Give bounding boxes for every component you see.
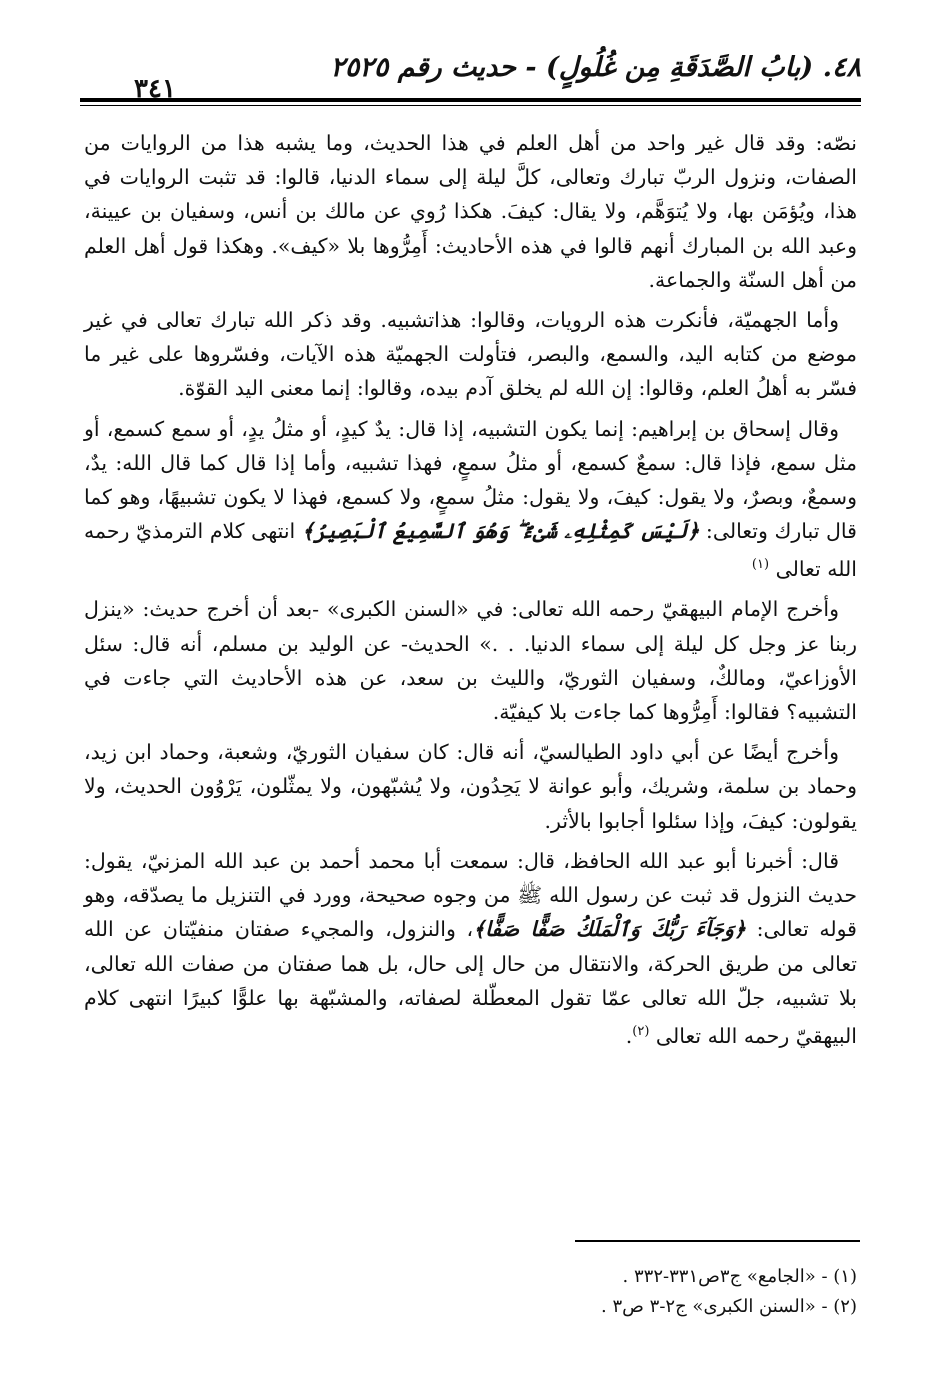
header-rule [80,105,230,106]
quran-verse: ﴿وَجَآءَ رَبُّكَ وَٱلْمَلَكُ صَفًّا صَفًّا﴾ [473,917,746,942]
paragraph [84,412,857,587]
footnotes [84,1262,857,1322]
running-title: ٤٨. (بابُ الصَّدَقَةِ مِن غُلُولٍ) - حديث رقم ٢٥٢٥ [330,52,861,83]
paragraph: وأما الجهميّة، فأنكرت هذه الرويات، وقالوا: هذاتشبيه. وقد ذكر الله تبارك تعالى في غير موضع من كتابه اليد، والسمع، والبصر، فتأولت الجهميّة هذه الآيات، وفسّروها على غير ما فسّر به أهلُ العلم، وقالوا: إن الله لم يخلق آدم بيده، وقالوا: إنما معنى اليد القوّة. [84,308,857,401]
paragraph-end: . [625,1023,633,1048]
quran-verse: ﴿لَيْسَ كَمِثْلِهِۦ شَىْءٌ ۖ وَهُوَ ٱلسَّمِيعُ ٱلْبَصِيرُ﴾ [301,519,700,544]
paragraph [84,844,857,1053]
footnote: (٢) - «السنن الكبرى» ج٢-٣ ص٣ . [601,1296,857,1317]
header-rule [80,98,230,102]
footnote-ref[interactable]: (١) [751,557,770,573]
paragraph-text: قال: أخبرنا أبو عبد الله الحافظ، قال: سمعت أبا محمد أحمد بن عبد الله المزنيّ، يقول: حديث النزول قد ثبت عن رسول الله ﷺ من وجوه صحيحة، وورد في التنزيل ما يصدّقه، وهو قوله تعالى: [84,848,857,942]
paragraph: وأخرج الإمام البيهقيّ رحمه الله تعالى: في «السنن الكبرى» -بعد أن أخرج حديث: «ينزل ربنا عز وجل كل ليلة إلى سماء الدنيا. . .» الحديث- عن الوليد بن مسلم، أنه قال: سئل الأوزاعيّ، ومالكٌ، وسفيان الثوريّ، والليث بن سعد، عن هذه الأحاديث التي جاءت في التشبيه؟ فقالوا: أَمِرُّوها كما جاءت بلا كيفيّة. [84,597,857,725]
paragraph: وأخرج أيضًا عن أبي داود الطيالسيّ، أنه قال: كان سفيان الثوريّ، وشعبة، وحماد ابن زيد، وحماد بن سلمة، وشريك، وأبو عوانة لا يَحِدُون، ولا يُشبّهون، ولا يمثّلون، يَرْوُون الحديث، ولا يقولون: كيفَ، وإذا سئلوا أجابوا بالأثر. [84,740,857,833]
paragraph-text: انتهى كلام الترمذيّ رحمه الله تعالى [84,519,857,582]
paragraph-text: ، والنزول، والمجيء صفتان منفيّتان عن الله تعالى من طريق الحركة، والانتقال من حال إلى حال، بل هما صفتان من صفات الله تعالى، بلا تشبيه، جلّ الله تعالى عمّا تقول المعطّلة لصفاته، والمشبّهة بها علوًّا كبيرًا انتهى كلام البيهقيّ رحمه الله تعالى [84,917,857,1048]
header-rule [230,98,861,102]
page-header [80,52,861,112]
footnote-divider [575,1240,860,1242]
footnote: (١) - «الجامع» ج٣ص٣٣١-٣٣٢ . [622,1266,857,1287]
header-rule [230,105,861,106]
footnote-ref[interactable]: (٢) [632,1023,650,1039]
page-number: ٣٤١ [134,74,176,104]
paragraph-text: وقال إسحاق بن إبراهيم: إنما يكون التشبيه، إذا قال: يدٌ كيدٍ، أو مثلُ يدٍ، أو سمع كسمع، أو مثل سمع، فإذا قال: سمعٌ كسمع، أو مثلُ سمعٍ، فهذا تشبيه، وأما إذا قال كما قال الله: يدٌ، وسمعٌ، وبصرٌ، ولا يقول: كيفَ، ولا يقول: مثلُ سمعٍ، ولا كسمع، فهذا لا يكون تشبيهًا، وهو كما قال تبارك وتعالى: [84,416,857,544]
paragraph: نصّه: وقد قال غير واحد من أهل العلم في هذا الحديث، وما يشبه هذا من الروايات من الصفات، ونزول الربّ تبارك وتعالى، كلَّ ليلة إلى سماء الدنيا، قالوا: قد تثبت الروايات في هذا، ويُؤمَن بها، ولا يُتوَهَّم، ولا يقال: كيفَ. هكذا رُوي عن مالك بن أنس، وسفيان بن عيينة، وعبد الله بن المبارك أنهم قالوا في هذه الأحاديث: أَمِرُّوها بلا «كيف». وهكذا قول أهل العلم من أهل السنّة والجماعة. [84,131,857,292]
main-text [84,126,857,1059]
